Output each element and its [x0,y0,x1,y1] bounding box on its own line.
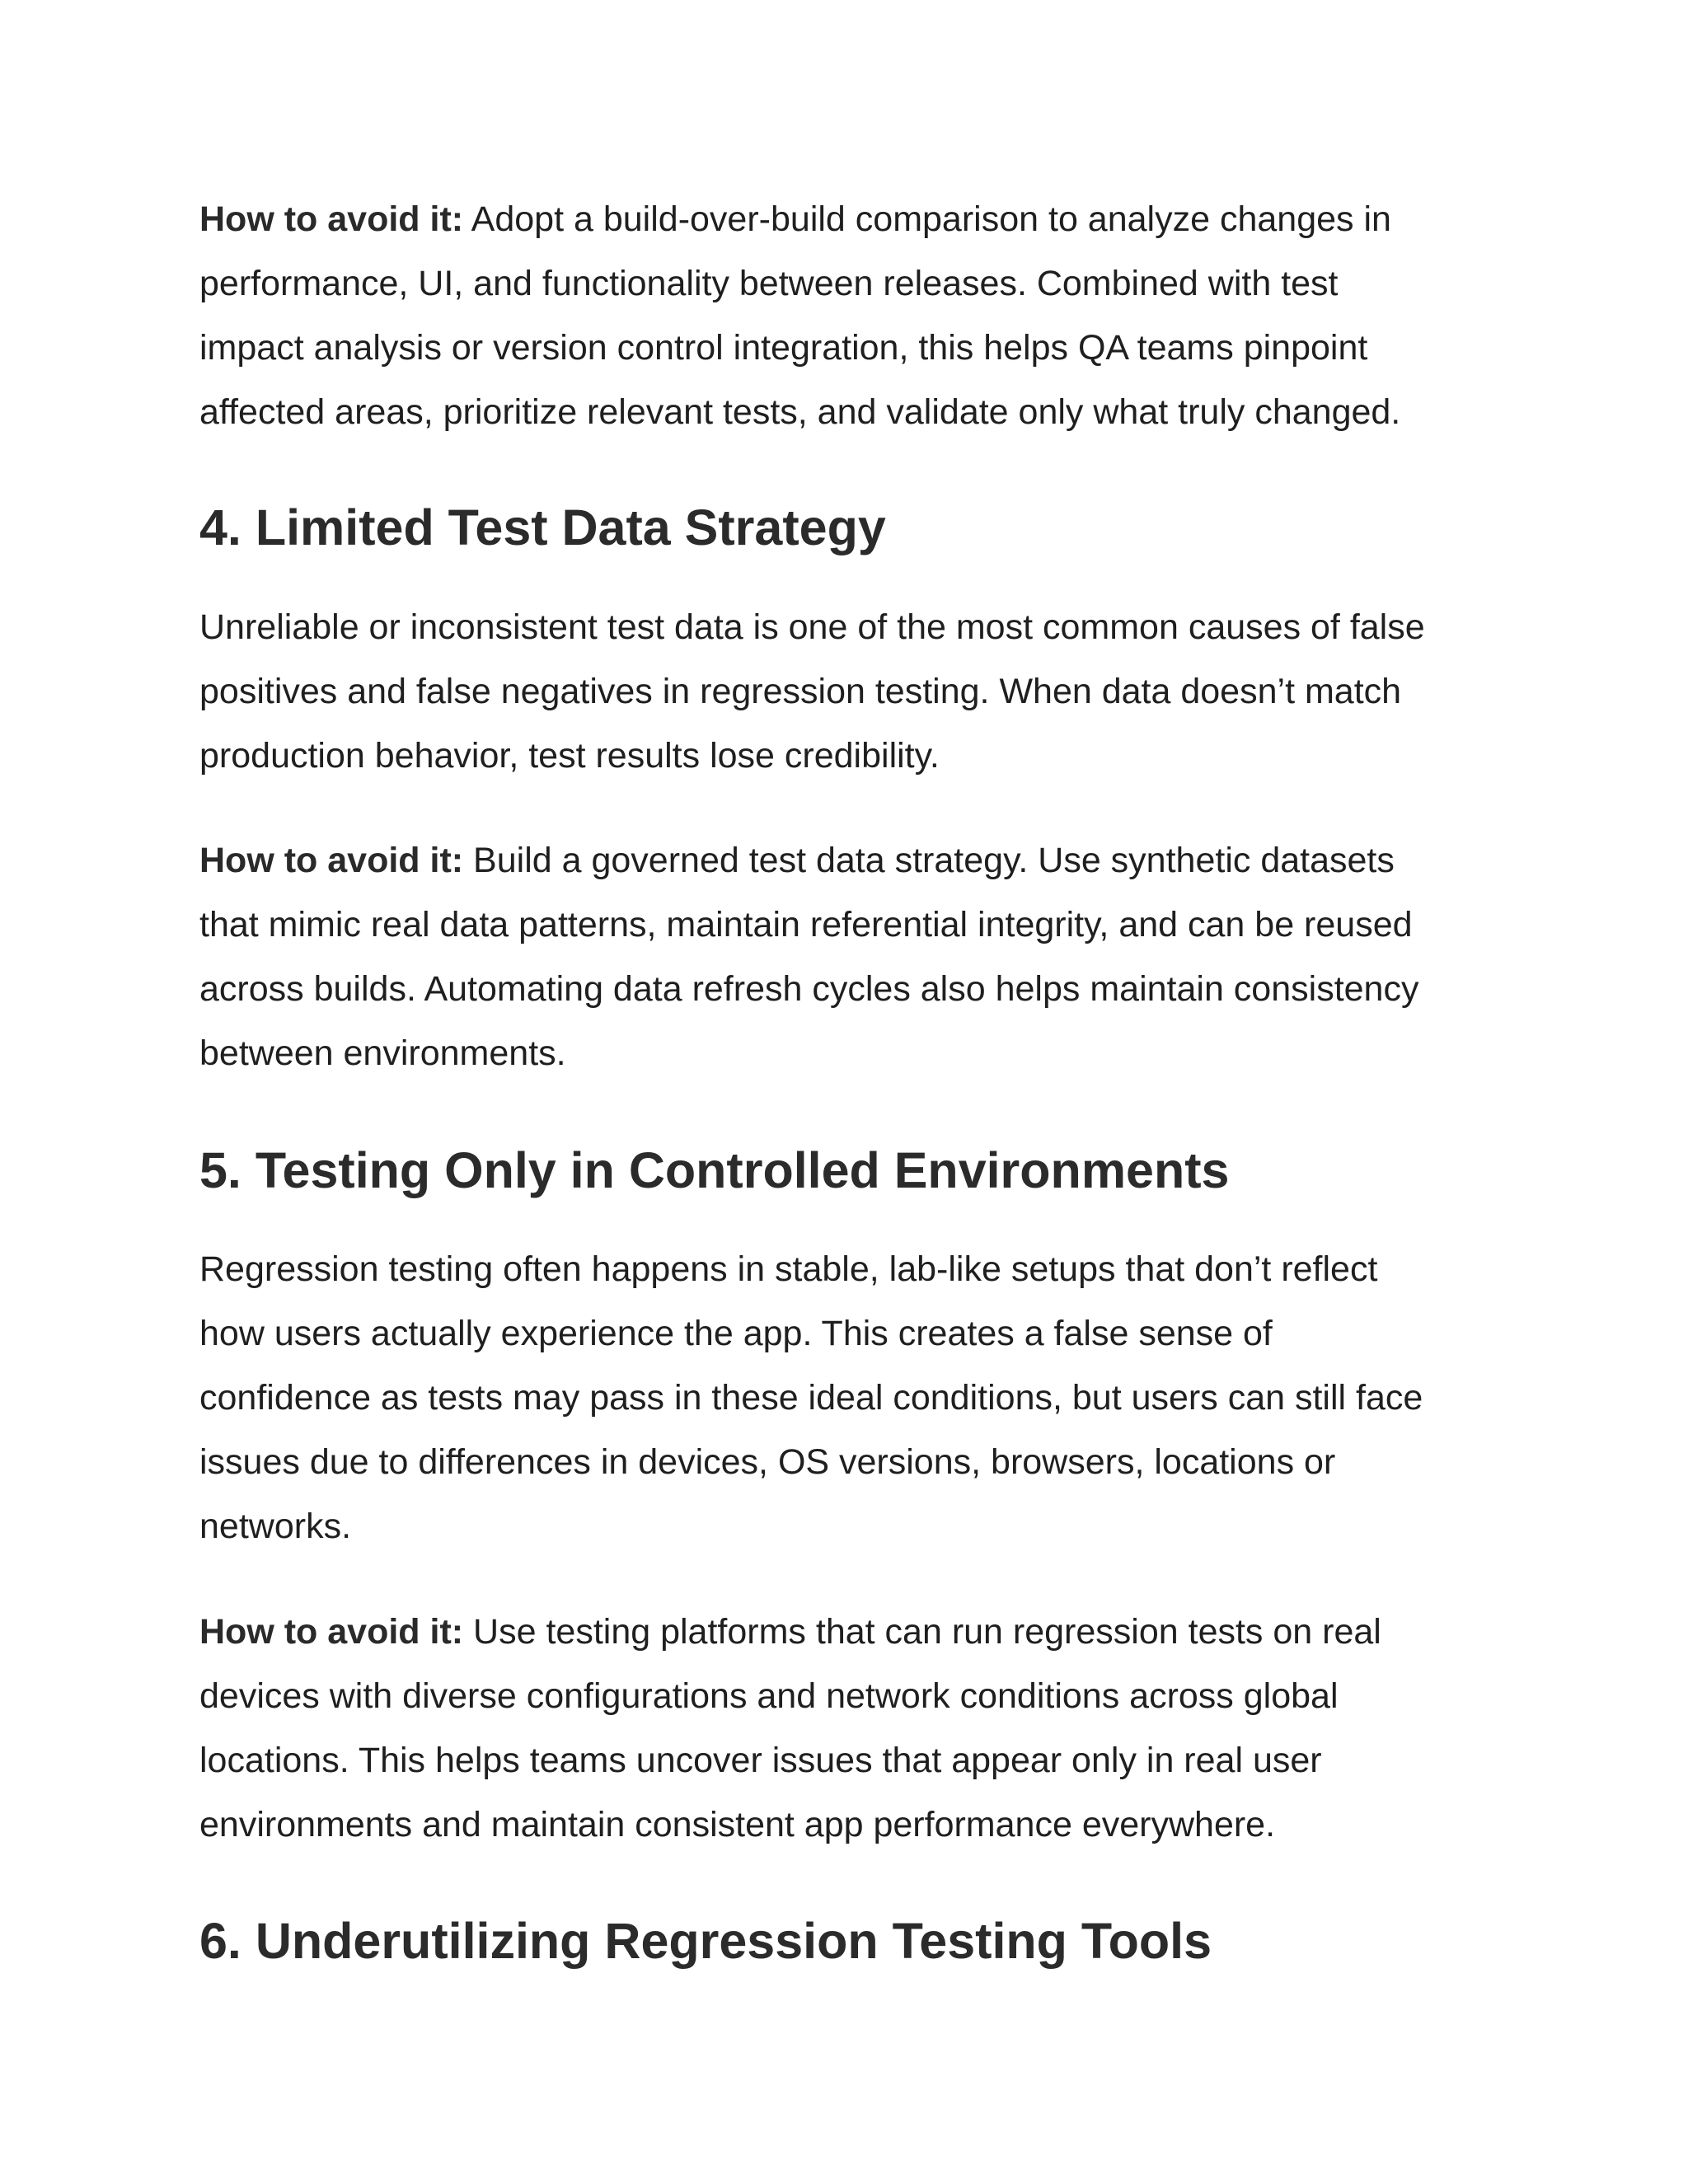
paragraph-line: How to avoid it: Build a governed test data strategy. Use synthetic datasets [199,841,1395,880]
paragraph-line: affected areas, prioritize relevant tests, and validate only what truly changed. [199,392,1401,432]
section-heading-5: 5. Testing Only in Controlled Environments [199,1142,1230,1198]
section-5-intro-paragraph [199,1237,1518,1558]
avoid-lead-label: How to avoid it: [199,1612,464,1652]
paragraph-line: Regression testing often happens in stable, lab-like setups that don’t reflect [199,1249,1378,1289]
paragraph-line: devices with diverse configurations and network conditions across global [199,1676,1339,1716]
paragraph-line: Unreliable or inconsistent test data is one of the most common causes of false [199,607,1425,647]
section-heading-6: 6. Underutilizing Regression Testing Tools [199,1913,1212,1969]
avoid-paragraph-test-data [199,828,1518,1085]
paragraph-line: that mimic real data patterns, maintain referential integrity, and can be reused [199,905,1413,944]
paragraph-line: How to avoid it: Adopt a build-over-build comparison to analyze changes in [199,199,1391,239]
paragraph-line: how users actually experience the app. This creates a false sense of [199,1314,1273,1353]
paragraph-line: confidence as tests may pass in these ideal conditions, but users can still face [199,1378,1423,1418]
paragraph-line: How to avoid it: Use testing platforms that can run regression tests on real [199,1612,1381,1652]
paragraph-line: production behavior, test results lose credibility. [199,736,940,776]
paragraph-line: environments and maintain consistent app performance everywhere. [199,1805,1276,1844]
section-heading-4: 4. Limited Test Data Strategy [199,499,886,555]
avoid-paragraph-build-comparison [199,187,1518,444]
paragraph-line: issues due to differences in devices, OS versions, browsers, locations or [199,1442,1336,1482]
paragraph-line: networks. [199,1507,352,1546]
paragraph-line: impact analysis or version control integration, this helps QA teams pinpoint [199,328,1368,368]
section-4-intro-paragraph [199,595,1518,788]
paragraph-line: locations. This helps teams uncover issues that appear only in real user [199,1741,1322,1780]
avoid-paragraph-environments [199,1600,1518,1857]
avoid-lead-label: How to avoid it: [199,841,464,880]
paragraph-line: across builds. Automating data refresh cycles also helps maintain consistency [199,969,1419,1009]
paragraph-line: positives and false negatives in regression testing. When data doesn’t match [199,672,1402,711]
paragraph-line: between environments. [199,1033,566,1073]
paragraph-line: performance, UI, and functionality between releases. Combined with test [199,264,1339,303]
avoid-lead-label: How to avoid it: [199,199,464,239]
